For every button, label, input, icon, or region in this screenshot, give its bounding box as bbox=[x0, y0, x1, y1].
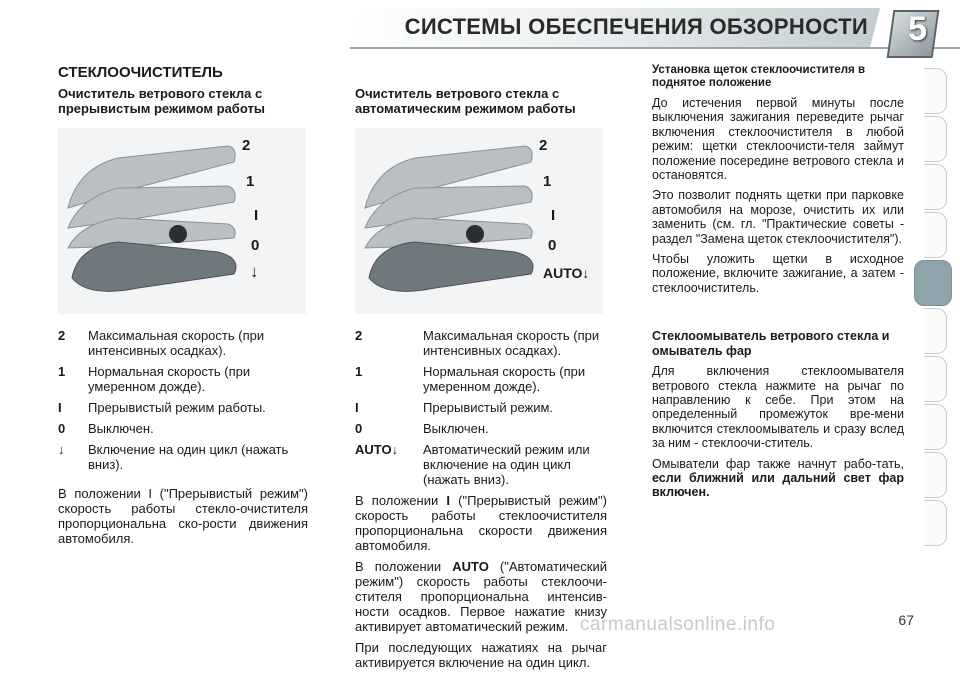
legend-key: 1 bbox=[355, 364, 363, 379]
side-tab[interactable] bbox=[924, 452, 947, 498]
figure-label-0: 0 bbox=[251, 237, 260, 254]
column-wiper-service bbox=[652, 64, 904, 506]
page-number: 67 bbox=[898, 612, 914, 628]
legend-text: Нормальная скорость (при умеренном дожде). bbox=[88, 364, 251, 394]
legend-list-2 bbox=[355, 328, 607, 487]
column-auto-wiper bbox=[355, 86, 607, 676]
legend-text: Прерывистый режим работы. bbox=[88, 400, 266, 415]
figure-label-I: I bbox=[551, 207, 556, 224]
legend-row bbox=[58, 442, 308, 472]
subhead-auto: Очиститель ветрового стекла с автоматическим режимом работы bbox=[355, 86, 576, 116]
legend-key: ↓ bbox=[58, 442, 65, 457]
legend-key: 0 bbox=[355, 421, 363, 436]
wiper-stalk-figure-1 bbox=[58, 128, 306, 314]
figure-label-1: 1 bbox=[246, 173, 255, 190]
para-bold: AUTO bbox=[452, 559, 489, 574]
watermark: carmanualsonline.info bbox=[580, 614, 776, 635]
paragraph-headlamp-washer bbox=[652, 457, 904, 500]
paragraph-intermittent-speed: В положении I ("Прерывистый режим") скорость работы стекло-очистителя пропорциональна ско-рости движения автомобиля. bbox=[58, 486, 308, 546]
legend-key: AUTO↓ bbox=[355, 442, 399, 457]
paragraph-washer-activation: Для включения стеклоомывателя ветрового стекла нажмите на рычаг по направлению к себе. При этом на определенный промежуток вре-мени включится стеклоомыватель и сразу вслед за ним - стеклоочи-ститель. bbox=[652, 364, 904, 451]
legend-key: 2 bbox=[355, 328, 363, 343]
legend-text: Максимальная скорость (при интенсивных осадках). bbox=[88, 328, 265, 358]
wiper-stalk-illustration bbox=[58, 128, 306, 314]
legend-row bbox=[58, 364, 308, 394]
legend-text: Максимальная скорость (при интенсивных осадках). bbox=[423, 328, 600, 358]
side-tab-active[interactable] bbox=[914, 260, 952, 306]
para-text: ("Автоматический режим") скорость работы стеклоочи-стителя пропорциональна интенсив-ности осадков. Первое нажатие книзу активирует автоматический режим. bbox=[355, 559, 607, 634]
figure-label-2: 2 bbox=[242, 137, 251, 154]
wiper-stalk-illustration bbox=[355, 128, 603, 314]
paragraph-intermittent-position bbox=[355, 493, 607, 553]
side-tab[interactable] bbox=[924, 308, 947, 354]
side-tab[interactable] bbox=[924, 500, 947, 546]
wiper-stalk-figure-2 bbox=[355, 128, 603, 314]
legend-text: Прерывистый режим. bbox=[423, 400, 554, 415]
paragraph-subsequent-presses: При последующих нажатиях на рычаг активируется включение на один цикл. bbox=[355, 640, 607, 670]
figure-label-1: 1 bbox=[543, 173, 552, 190]
para-text: ("Прерывистый режим") скорость работы стеклоочистителя пропорциональна скорости движения автомобиля. bbox=[355, 493, 607, 553]
legend-row bbox=[58, 400, 308, 415]
figure-label-0: 0 bbox=[548, 237, 557, 254]
side-tab[interactable] bbox=[924, 116, 947, 162]
chapter-side-tabs bbox=[924, 68, 954, 568]
section-title: СТЕКЛООЧИСТИТЕЛЬ bbox=[58, 64, 223, 81]
para-bold: I bbox=[446, 493, 451, 508]
para-text: В положении bbox=[355, 493, 447, 508]
legend-text: Выключен. bbox=[88, 421, 154, 436]
figure-label-down: ↓ bbox=[250, 262, 259, 281]
legend-key: 0 bbox=[58, 421, 66, 436]
legend-text: Выключен. bbox=[423, 421, 489, 436]
legend-text: Нормальная скорость (при умеренном дожде). bbox=[423, 364, 586, 394]
legend-key: I bbox=[355, 400, 359, 415]
legend-list-1 bbox=[58, 328, 308, 472]
para-text: Омыватели фар также начнут рабо-тать, bbox=[652, 456, 904, 471]
figure-label-I: I bbox=[254, 207, 259, 224]
legend-row bbox=[355, 442, 607, 487]
para-bold: если ближний или дальний свет фар включен. bbox=[652, 470, 904, 500]
chapter-number: 5 bbox=[908, 10, 927, 48]
column-intermittent-wiper bbox=[58, 86, 308, 552]
paragraph-auto-position bbox=[355, 559, 607, 634]
legend-key: 2 bbox=[58, 328, 66, 343]
side-tab[interactable] bbox=[924, 68, 947, 114]
paragraph-raise-procedure: До истечения первой минуты после выключения зажигания переведите рычаг включения стеклоочистителя в любой режим: щетки стеклоочисти-теля займут положение посередине ветрового стекла и остановятся. bbox=[652, 96, 904, 183]
side-tab[interactable] bbox=[924, 212, 947, 258]
subhead-intermittent: Очиститель ветрового стекла с прерывистым режимом работы bbox=[58, 86, 265, 116]
legend-row bbox=[355, 328, 607, 358]
legend-row bbox=[355, 364, 607, 394]
side-tab[interactable] bbox=[924, 164, 947, 210]
side-tab[interactable] bbox=[924, 404, 947, 450]
legend-text: Включение на один цикл (нажать вниз). bbox=[88, 442, 289, 472]
legend-row bbox=[355, 421, 607, 436]
legend-key: I bbox=[58, 400, 62, 415]
legend-row bbox=[355, 400, 607, 415]
legend-text: Автоматический режим или включение на один цикл (нажать вниз). bbox=[423, 442, 590, 487]
subhead-washer: Стеклоомыватель ветрового стекла и омыватель фар bbox=[652, 329, 890, 358]
paragraph-return-position: Чтобы уложить щетки в исходное положение, включите зажигание, а затем - стеклоочиститель. bbox=[652, 252, 904, 295]
legend-key: 1 bbox=[58, 364, 66, 379]
figure-label-auto: AUTO↓ bbox=[543, 265, 590, 281]
para-text: В положении bbox=[355, 559, 453, 574]
page-header-title: СИСТЕМЫ ОБЕСПЕЧЕНИЯ ОБЗОРНОСТИ bbox=[404, 14, 868, 39]
subhead-raised-position: Установка щеток стеклоочистителя в поднятое положение bbox=[652, 64, 866, 89]
figure-label-2: 2 bbox=[539, 137, 548, 154]
legend-row bbox=[58, 328, 308, 358]
legend-row bbox=[58, 421, 308, 436]
side-tab[interactable] bbox=[924, 356, 947, 402]
paragraph-raise-purpose: Это позволит поднять щетки при парковке автомобиля на морозе, очистить их или заменить (см. гл. "Практические советы - раздел "Замена щеток стеклоочистителя"). bbox=[652, 188, 904, 246]
